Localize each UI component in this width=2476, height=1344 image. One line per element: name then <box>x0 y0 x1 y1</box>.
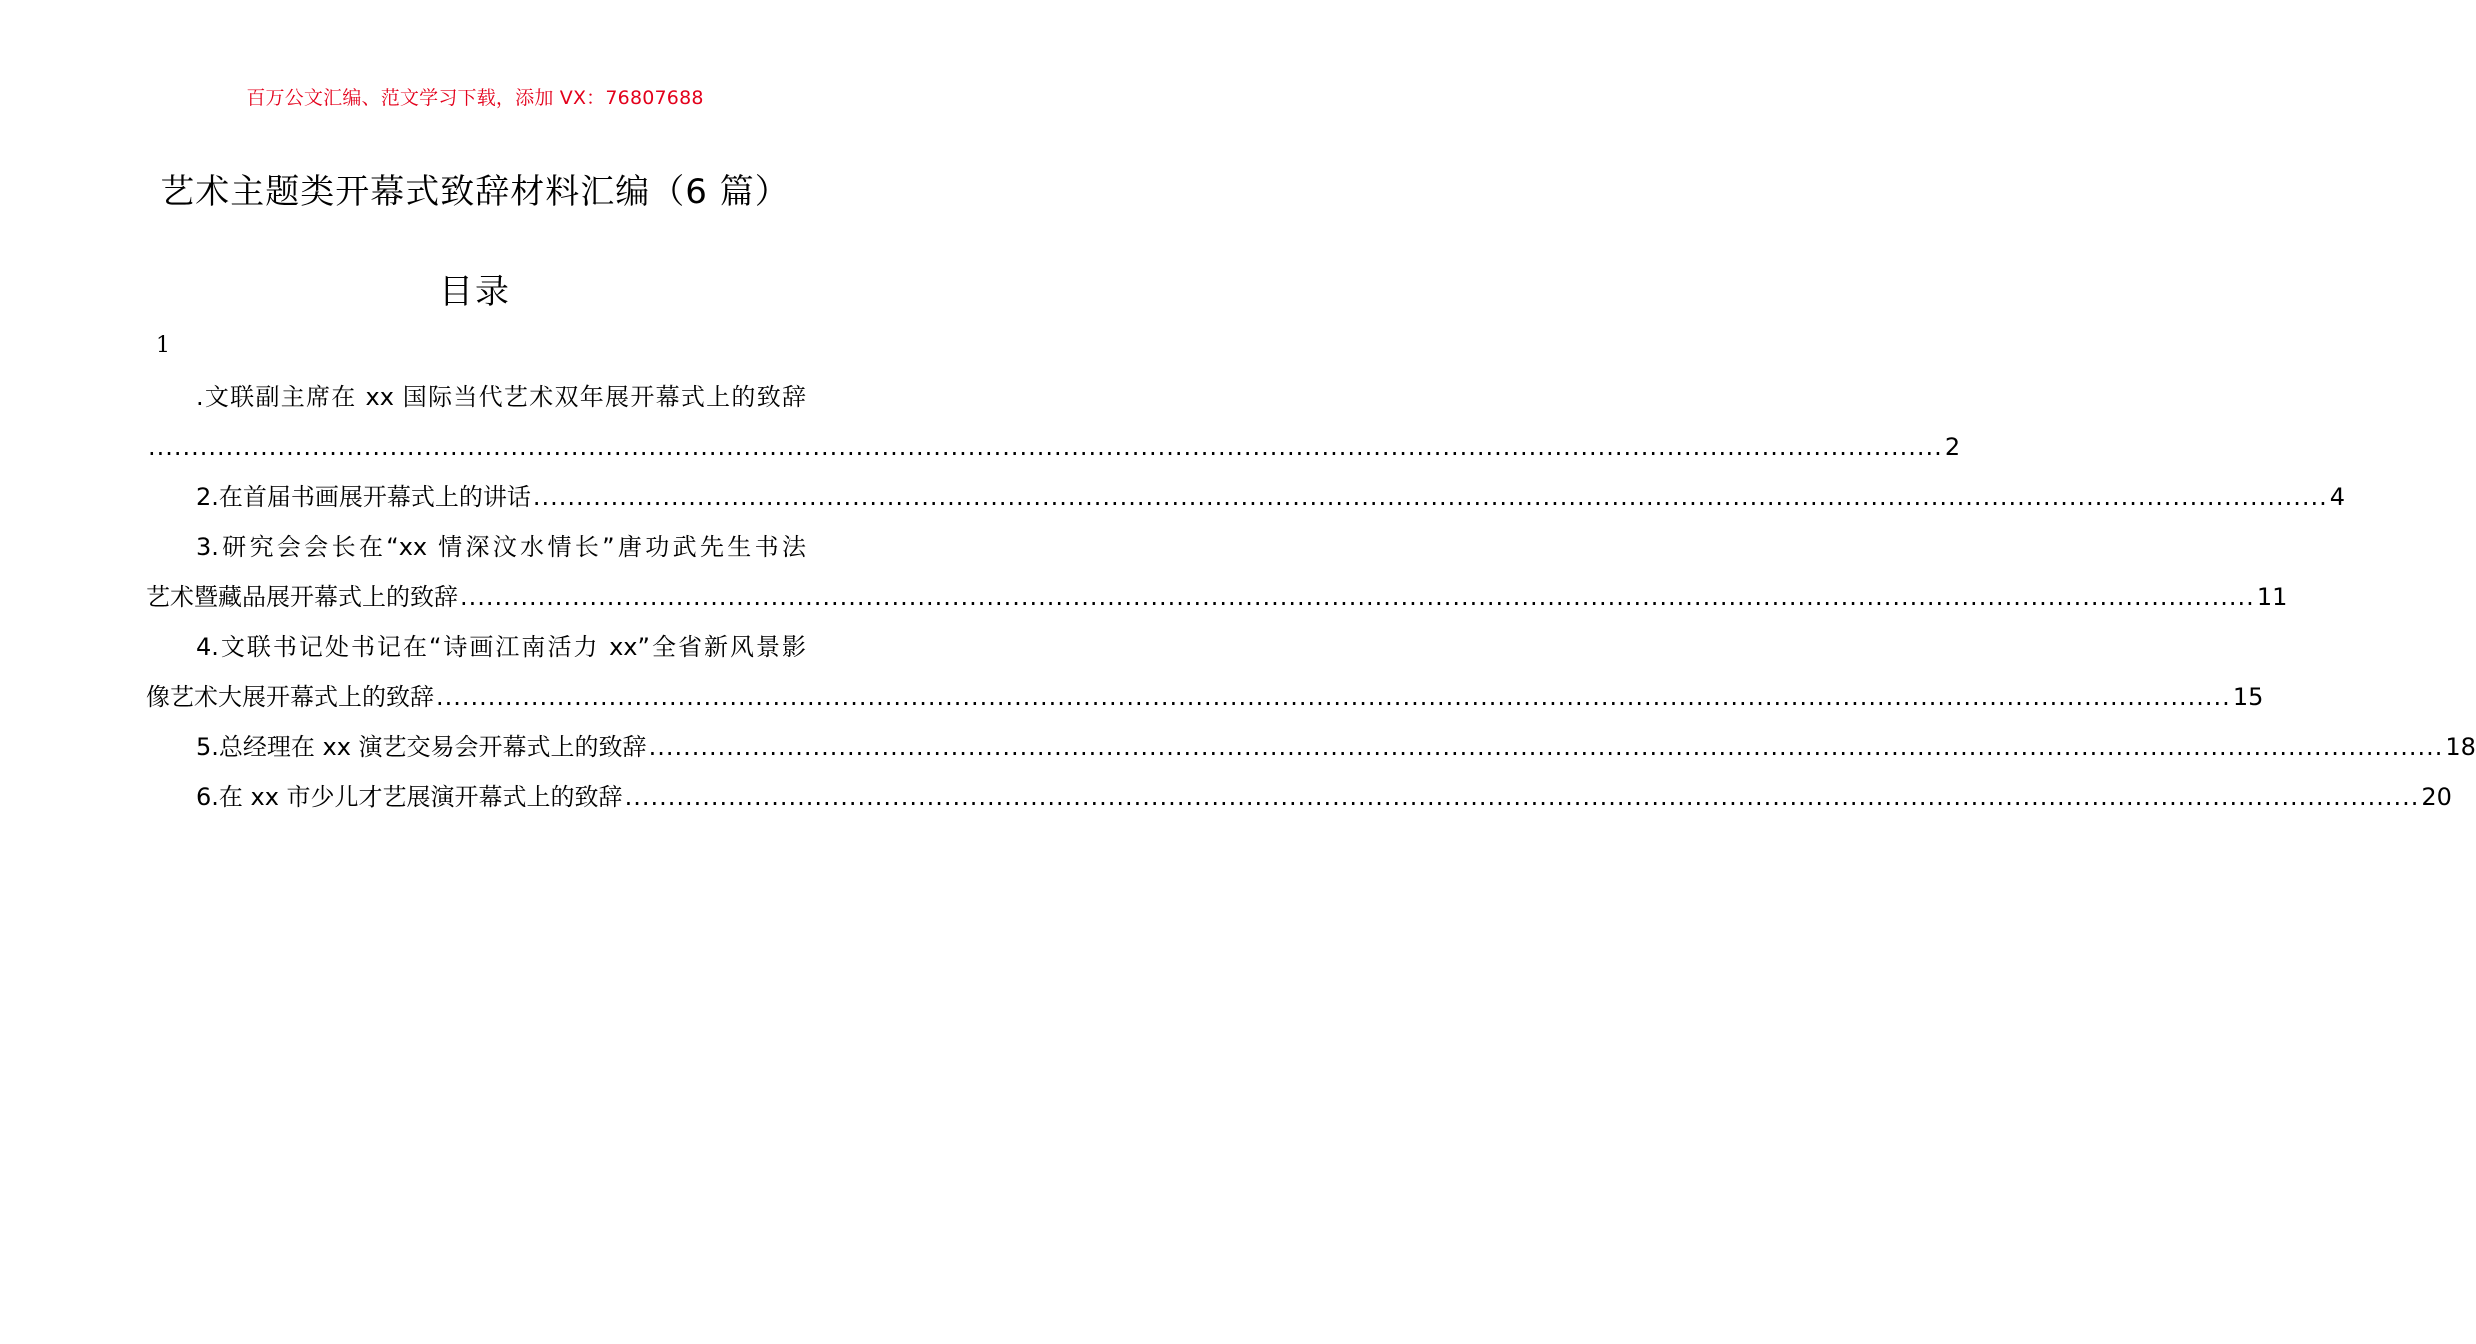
toc-leader-dots <box>533 472 2328 522</box>
document-title: 艺术主题类开幕式致辞材料汇编（6 篇） <box>160 172 790 212</box>
toc-entry-text: 5.总经理在 xx 演艺交易会开幕式上的致辞 <box>196 733 647 761</box>
header-note: 百万公文汇编、范文学习下载，添加 VX：76807688 <box>246 87 704 109</box>
toc-page-number: 11 <box>2256 583 2288 611</box>
toc-entry-4-line-1[interactable] <box>146 622 806 672</box>
toc-page-number: 4 <box>2329 483 2345 511</box>
toc-heading: 目录 <box>439 272 511 312</box>
toc-leader-dots <box>649 722 2444 772</box>
toc-page-number: 20 <box>2421 783 2452 811</box>
table-of-contents <box>146 372 2476 822</box>
toc-entry-4-line-2[interactable] <box>146 672 2264 722</box>
toc-entry-6[interactable] <box>146 772 2452 822</box>
toc-entry-text: 2.在首届书画展开幕式上的讲话 <box>196 483 531 511</box>
page-number-marker: 1 <box>156 333 170 358</box>
toc-leader-dots <box>148 422 1943 472</box>
toc-entry-3-line-1[interactable] <box>146 522 806 572</box>
toc-entry-5[interactable] <box>146 722 2476 772</box>
toc-leader-dots <box>436 672 2231 722</box>
toc-entry-3-line-2[interactable] <box>146 572 2288 622</box>
toc-entry-text: .文联副主席在 xx 国际当代艺术双年展开幕式上的致辞 <box>196 383 806 411</box>
toc-entry-text: 3.研究会会长在“xx 情深汶水情长”唐功武先生书法 <box>196 533 806 561</box>
toc-entry-text: 4.文联书记处书记在“诗画江南活力 xx”全省新风景影 <box>196 633 806 661</box>
toc-page-number: 18 <box>2445 733 2476 761</box>
toc-entry-1-line-1[interactable] <box>146 372 806 422</box>
toc-entry-text: 6.在 xx 市少儿才艺展演开幕式上的致辞 <box>196 783 623 811</box>
toc-leader-dots <box>625 772 2420 822</box>
toc-entry-1-line-2[interactable] <box>146 422 1961 472</box>
toc-entry-text-continued: 艺术暨藏品展开幕式上的致辞 <box>146 583 458 611</box>
toc-page-number: 15 <box>2232 683 2264 711</box>
toc-entry-text-continued: 像艺术大展开幕式上的致辞 <box>146 683 434 711</box>
toc-leader-dots <box>460 572 2255 622</box>
toc-page-number: 2 <box>1944 433 1961 461</box>
toc-entry-2[interactable] <box>146 472 2345 522</box>
